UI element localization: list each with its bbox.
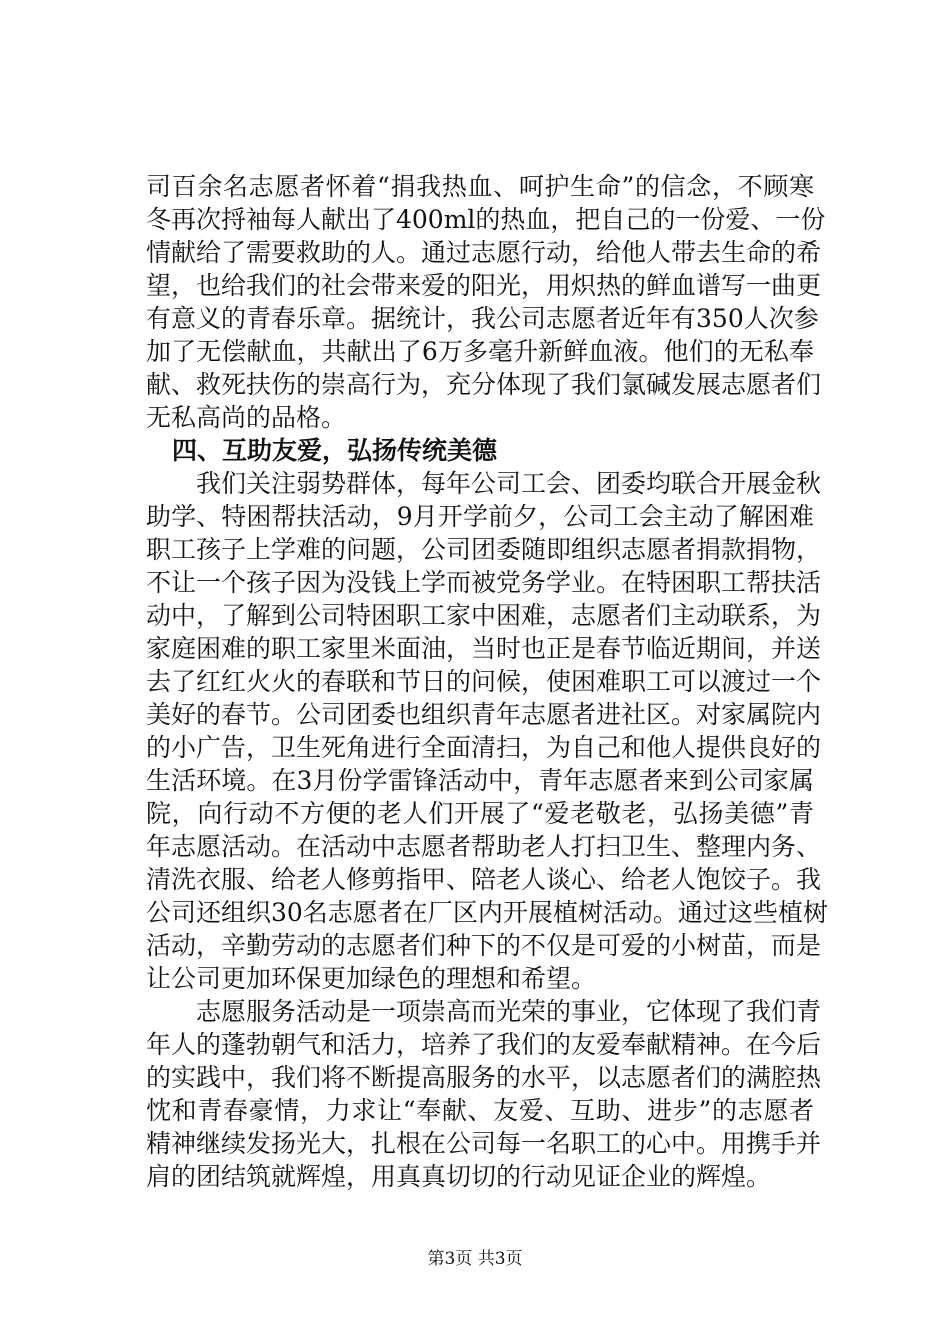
text-line: 无私高尚的品格。 <box>146 403 347 432</box>
text-line: 志愿服务活动是一项崇高而光荣的事业，它体现了我们青 <box>196 997 822 1026</box>
text-line: 美好的春节。公司团委也组织青年志愿者进社区。对家属院内 <box>146 700 822 729</box>
text-line: 家庭困难的职工家里米面油，当时也正是春节临近期间，并送 <box>146 634 822 663</box>
text-line: 清洗衣服、给老人修剪指甲、陪老人谈心、给老人饱饺子。我 <box>146 865 822 894</box>
text-line: 的小广告，卫生死角进行全面清扫，为自己和他人提供良好的 <box>146 733 822 762</box>
paragraph-mutual-aid <box>146 467 828 995</box>
text-line: 的实践中，我们将不断提高服务的水平，以志愿者们的满腔热 <box>146 1063 822 1092</box>
document-body <box>146 170 828 1193</box>
paragraph-conclusion <box>146 995 822 1193</box>
text-line: 动中，了解到公司特困职工家中困难，志愿者们主动联系，为 <box>146 601 822 630</box>
text-line: 加了无偿献血，共献出了6万多毫升新鲜血液。他们的无私奉 <box>146 337 814 366</box>
text-line: 司百余名志愿者怀着“捐我热血、呵护生命”的信念，不顾寒 <box>146 172 814 201</box>
text-line: 年志愿活动。在活动中志愿者帮助老人打扫卫生、整理内务、 <box>146 832 822 861</box>
text-line: 活动，辛勤劳动的志愿者们种下的不仅是可爱的小树苗，而是 <box>146 931 822 960</box>
text-line: 助学、特困帮扶活动，9月开学前夕，公司工会主动了解困难 <box>146 502 814 531</box>
text-line: 让公司更加环保更加绿色的理想和希望。 <box>146 964 597 993</box>
text-line: 精神继续发扬光大，扎根在公司每一名职工的心中。用携手并 <box>146 1129 822 1158</box>
text-line: 冬再次捋袖每人献出了400ml的热血，把自己的一份爱、一份 <box>146 205 826 234</box>
text-line: 忱和青春豪情，力求让“奉献、友爱、互助、进步”的志愿者 <box>146 1096 814 1125</box>
text-line: 不让一个孩子因为没钱上学而被党务学业。在特困职工帮扶活 <box>146 568 822 597</box>
text-line: 职工孩子上学难的问题，公司团委随即组织志愿者捐款捐物， <box>146 535 822 564</box>
text-line: 院，向行动不方便的老人们开展了“爱老敬老，弘扬美德”青 <box>146 799 814 828</box>
text-line: 我们关注弱势群体，每年公司工会、团委均联合开展金秋 <box>196 469 822 498</box>
text-line: 情献给了需要救助的人。通过志愿行动，给他人带去生命的希 <box>146 238 822 267</box>
text-line: 望，也给我们的社会带来爱的阳光，用炽热的鲜血谱写一曲更 <box>146 271 822 300</box>
paragraph-blood-donation <box>146 170 826 434</box>
text-line: 去了红红火火的春联和节日的问候，使困难职工可以渡过一个 <box>146 667 822 696</box>
page-number-footer: 第3页 共3页 <box>427 1249 523 1269</box>
text-line: 公司还组织30名志愿者在厂区内开展植树活动。通过这些植树 <box>146 898 828 927</box>
text-line: 生活环境。在3月份学雷锋活动中，青年志愿者来到公司家属 <box>146 766 814 795</box>
text-line: 肩的团结筑就辉煌，用真真切切的行动见证企业的辉煌。 <box>146 1162 772 1191</box>
text-line: 献、救死扶伤的崇高行为，充分体现了我们氯碱发展志愿者们 <box>146 370 822 399</box>
section-heading: 四、互助友爱，弘扬传统美德 <box>172 436 498 465</box>
text-line: 有意义的青春乐章。据统计，我公司志愿者近年有350人次参 <box>146 304 819 333</box>
text-line: 年人的蓬勃朝气和活力，培养了我们的友爱奉献精神。在今后 <box>146 1030 822 1059</box>
